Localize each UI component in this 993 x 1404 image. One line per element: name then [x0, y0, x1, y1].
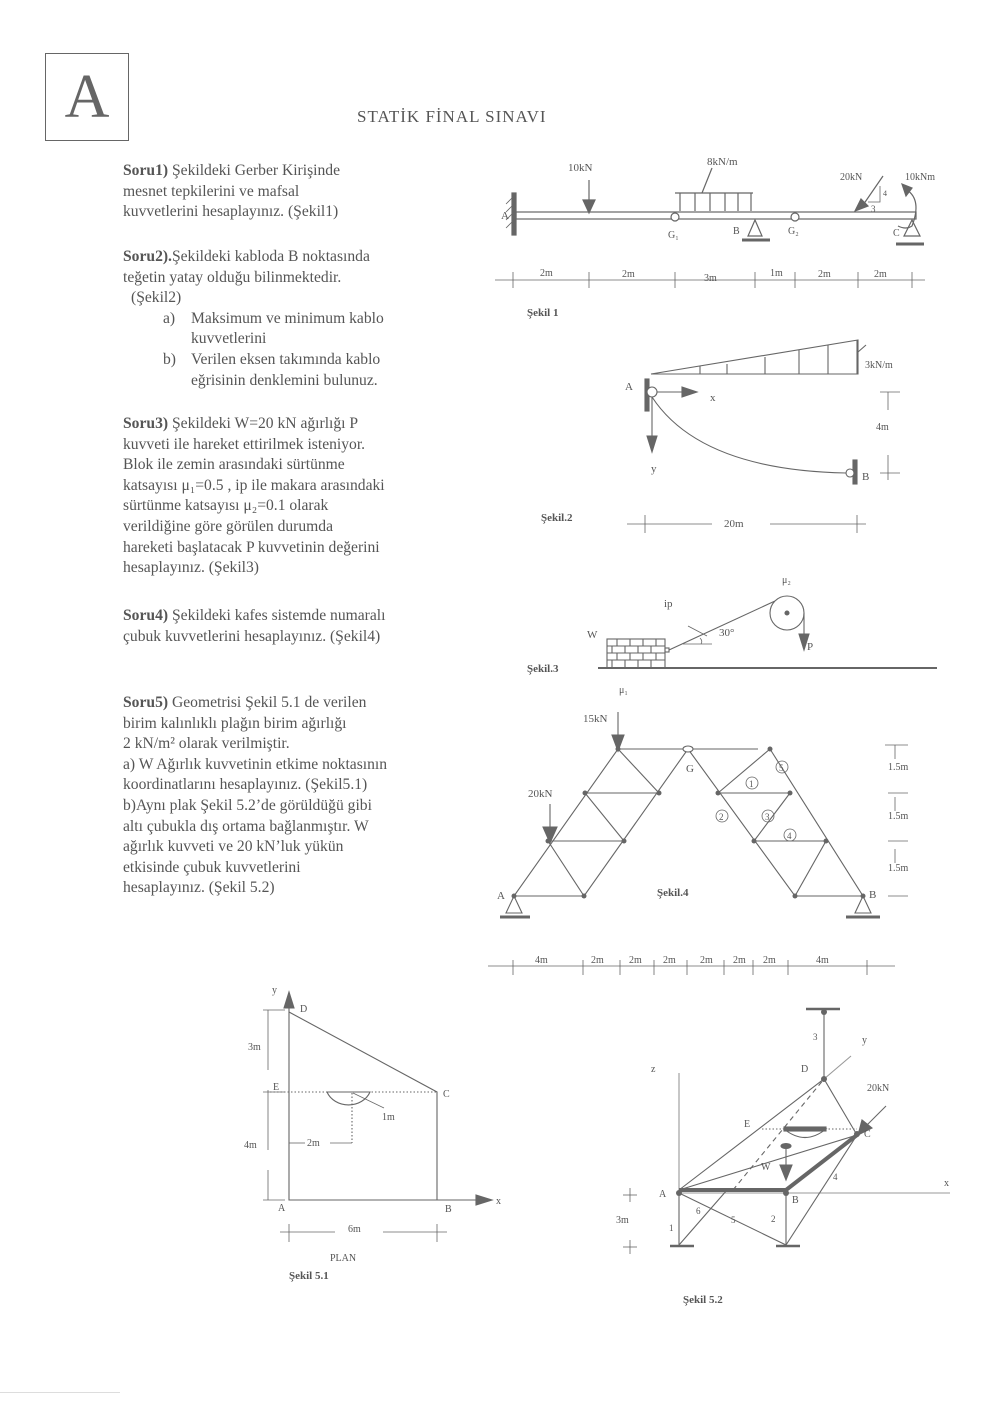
question-text: mesnet tepkilerini ve mafsal [123, 182, 300, 200]
friction-label: μ₁ [619, 685, 628, 696]
plate-outline [289, 1010, 437, 1200]
figure-3-pulley [598, 596, 937, 668]
pin-support-b [748, 220, 762, 236]
node-label: B [869, 889, 877, 901]
moment-label: 10kNm [905, 172, 935, 183]
node-label: B [445, 1204, 452, 1215]
question-text: teğetin yatay olduğu bilinmektedir. [123, 268, 342, 286]
dimension-label: 4m [816, 955, 829, 966]
dimension-label: 2m [540, 268, 553, 279]
pin-a [647, 387, 657, 397]
page-title: STATİK FİNAL SINAVI [357, 107, 547, 126]
dimension-label: 2m [763, 955, 776, 966]
x-axis-arrow-icon [682, 387, 697, 397]
pulley-axle [785, 611, 789, 615]
question-text: a) W Ağırlık kuvvetinin etkime noktasının [123, 755, 388, 773]
dimension-label: 3m [248, 1042, 261, 1053]
question-text: kuvvetlerini hesaplayınız. (Şekil1) [123, 203, 339, 221]
beam [516, 212, 916, 219]
node-label: A [501, 210, 509, 222]
node-label: G₁ [668, 230, 679, 241]
cable-curve [652, 397, 846, 473]
question-label: Soru4) [123, 607, 169, 624]
question-text: Blok ile zemin arasındaki sürtünme [123, 456, 345, 474]
figure-5-1-plan [263, 992, 492, 1242]
figure-caption: Şekil.3 [527, 663, 559, 675]
dimension-label: 2m [622, 269, 635, 280]
dimension-label: 2m [818, 269, 831, 280]
angle-label: 30° [719, 627, 735, 639]
question-text: çubuk kuvvetlerini hesaplayınız. (Şekil4) [123, 627, 381, 645]
question-text: koordinatlarını hesaplayınız. (Şekil5.1) [123, 776, 368, 794]
load-arrow [866, 1106, 886, 1126]
node-label: G [686, 763, 694, 775]
load-label: 8kN/m [707, 156, 738, 168]
question-text: hesaplayınız. (Şekil 5.2) [123, 879, 275, 897]
load-label: 15kN [583, 713, 608, 725]
scan-artifact-line [0, 1392, 120, 1393]
dimension-label: 2m [700, 955, 713, 966]
question-text: kuvveti ile hareket ettirilmek isteniyor. [123, 435, 366, 453]
axis-label: y [862, 1035, 867, 1046]
figure-caption: Şekil 5.2 [683, 1294, 723, 1306]
question-text: Geometrisi Şekil 5.1 de verilen [171, 694, 367, 711]
question-text: altı çubukla dış ortama bağlanmıştır. W [123, 817, 369, 835]
dimension-label: 2m [591, 955, 604, 966]
pin-b [846, 469, 854, 477]
dimension-label: 1m [770, 268, 783, 279]
question-text: Şekildeki kafes sistemde numaralı [171, 607, 386, 624]
question-label: Soru1) [123, 162, 169, 179]
question-text: hareketi başlatacak P kuvvetinin değerini [123, 538, 380, 556]
question-text: ağırlık kuvveti ve 20 kN’luk yükün [123, 838, 344, 856]
dimension-label: 2m [733, 955, 746, 966]
load-label: 20kN [528, 788, 553, 800]
dimension-label: 4m [244, 1140, 257, 1151]
member-label: 6 [696, 1206, 701, 1216]
brick-block [607, 639, 665, 668]
axis-label: y [651, 463, 657, 475]
question-text: kuvvetlerini [191, 330, 267, 348]
arrowhead-icon [780, 1165, 792, 1180]
question-label: Soru5) [123, 694, 169, 711]
node-label: E [744, 1119, 751, 1130]
question-text: (Şekil2) [131, 289, 182, 307]
pin-support-a [506, 896, 522, 913]
member-label: 2 [719, 812, 724, 822]
load-arrows [700, 340, 866, 374]
node-label: C [443, 1089, 450, 1100]
dimension-label: 6m [348, 1224, 361, 1235]
plate-outline [679, 1079, 857, 1190]
subitem-marker: a) [163, 309, 176, 327]
question-text: verildiğine göre görülen durumda [123, 517, 334, 535]
moment-arc [898, 190, 916, 228]
dimension-label: 2m [663, 955, 676, 966]
exam-group-letter: A [64, 63, 110, 131]
node-label: G₂ [788, 226, 799, 237]
node-label: B [862, 471, 870, 483]
node-label: B [733, 226, 740, 237]
node-label: A [659, 1189, 667, 1200]
question-text: hesaplayınız. (Şekil3) [123, 559, 259, 577]
figure-5-2-3d [623, 1009, 950, 1254]
dimension-label: 4m [876, 422, 889, 433]
axis-label: z [651, 1064, 656, 1075]
distributed-load [675, 168, 753, 211]
dimension-label: 4m [535, 955, 548, 966]
x-axis-arrow-icon [476, 1195, 492, 1205]
node-label: A [625, 381, 633, 393]
node-label: D [801, 1064, 809, 1075]
rope [669, 601, 775, 650]
load-label: 10kN [568, 162, 593, 174]
dimension-label: 1.5m [888, 811, 909, 822]
hinge-g2 [791, 213, 799, 221]
member-label: 4 [833, 1172, 838, 1182]
slope-label: 4 [883, 189, 887, 198]
question-text: sürtünme katsayısı μ₂=0.1 olarak [123, 497, 329, 515]
member-label: 5 [731, 1215, 736, 1225]
dimension-label: 1.5m [888, 762, 909, 773]
figure-4-truss [488, 712, 908, 975]
load-label: 3kN/m [865, 360, 893, 371]
axis-label: x [944, 1178, 949, 1189]
load-label: 20kN [840, 172, 863, 183]
rope-label: ip [664, 598, 673, 610]
slope-label: 3 [871, 204, 876, 214]
force-label: P [807, 641, 814, 653]
arrowhead-icon [583, 200, 595, 213]
question-text: Şekildeki kabloda B noktasında [171, 248, 370, 265]
member-6 [679, 1190, 727, 1245]
member-label: 1 [669, 1223, 674, 1233]
hinge-g [683, 746, 693, 752]
question-text: Verilen eksen takımında kablo [191, 350, 381, 368]
radius-label: 1m [382, 1112, 395, 1123]
axis-label: x [710, 392, 716, 404]
node-label: D [300, 1004, 308, 1015]
dimension-label: 2m [874, 269, 887, 280]
question-text: etkisinde çubuk kuvvetlerini [123, 858, 301, 876]
node-label: C [893, 228, 900, 239]
rope-hook [665, 648, 669, 652]
dimension-label: 3m [616, 1215, 629, 1226]
question-text: 2 kN/m² olarak verilmiştir. [123, 735, 290, 753]
node-label: B [792, 1195, 799, 1206]
rope-pointer [688, 626, 707, 636]
edge-bc [786, 1135, 857, 1190]
hinge-g1 [671, 213, 679, 221]
friction-label: μ₂ [782, 575, 791, 586]
dimension-label: 2m [307, 1138, 320, 1149]
question-label: Soru2). [123, 248, 172, 265]
y-axis [824, 1056, 851, 1079]
node-label: A [497, 890, 505, 902]
question-text: b)Aynı plak Şekil 5.2’de görüldüğü gibi [123, 796, 372, 814]
load-label: 20kN [867, 1083, 890, 1094]
question-text: Şekildeki Gerber Kirişinde [171, 162, 340, 179]
member-label: 4 [787, 831, 792, 841]
figure-2-cable [627, 340, 900, 533]
axis-label: x [496, 1196, 501, 1207]
question-text: birim kalınlıklı plağın birim ağırlığı [123, 714, 347, 732]
dimension-label: 2m [629, 955, 642, 966]
angle-arc [700, 638, 702, 644]
figure-caption: Şekil 1 [527, 307, 559, 319]
member-label: 2 [771, 1214, 776, 1224]
question-text: Maksimum ve minimum kablo [191, 309, 384, 327]
triangular-load [651, 340, 858, 374]
figure-caption: Şekil.2 [541, 512, 573, 524]
moment-arrowhead-icon [902, 184, 912, 196]
question-label: Soru3) [123, 415, 169, 432]
figure-caption: Şekil 5.1 [289, 1270, 329, 1282]
member-label: 3 [765, 812, 770, 822]
weight-label: W [587, 629, 598, 641]
question-text: Şekildeki W=20 kN ağırlığı P [171, 415, 359, 432]
plan-label: PLAN [330, 1253, 357, 1264]
dimension-label: 20m [724, 518, 744, 530]
y-axis-arrow-icon [284, 992, 294, 1008]
node-label: E [273, 1082, 280, 1093]
member-label: 5 [779, 763, 784, 773]
question-text: katsayısı μ₁=0.5 , ip ile makara arasındaki [123, 476, 385, 494]
member-label: 3 [813, 1032, 818, 1042]
subitem-marker: b) [163, 350, 176, 368]
axis-label: y [272, 985, 277, 996]
weight-label: W [761, 1162, 771, 1173]
member-4 [786, 1135, 857, 1245]
question-text: eğrisinin denklemini bulunuz. [191, 371, 378, 389]
node-label: A [278, 1203, 286, 1214]
dimension-label: 3m [704, 273, 717, 284]
figure-caption: Şekil.4 [657, 887, 689, 899]
dimension-label: 1.5m [888, 863, 909, 874]
node-label: C [864, 1129, 871, 1140]
y-axis-arrow-icon [647, 436, 657, 452]
member-label: 1 [749, 779, 754, 789]
